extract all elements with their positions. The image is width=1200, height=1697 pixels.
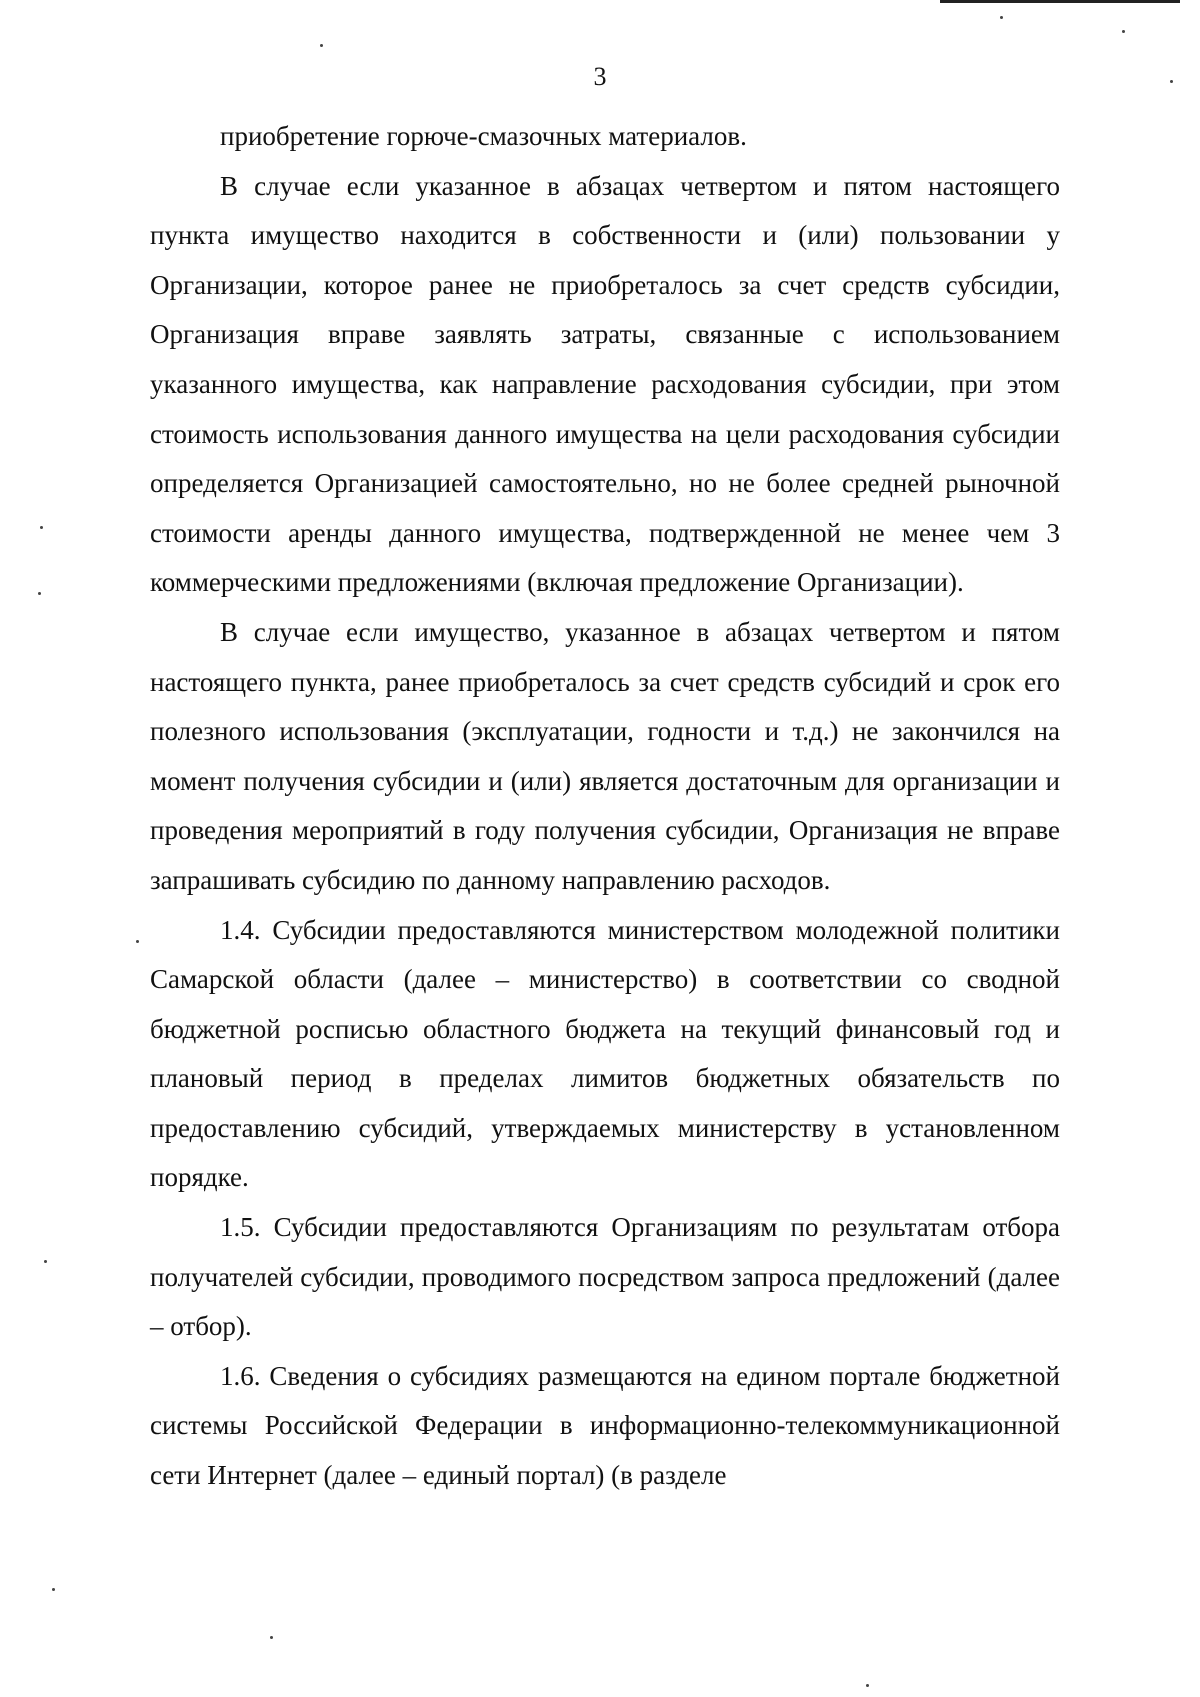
scan-speck <box>40 526 43 529</box>
paragraph-owned-property: В случае если указанное в абзацах четвертом и пятом настоящего пункта имущество находится в собственности и (или) пользовании у Организации, которое ранее не приобреталось за счет средств субсидии, Организация вправе заявлять затраты, связанные с использованием указанного имущества, как направление расходования субсидии, при этом стоимость использования данного имущества на цели расходования субсидии определяется Организацией самостоятельно, но не более средней рыночной стоимости аренды данного имущества, подтвержденной не менее чем 3 коммерческими предложениями (включая предложение Организации). <box>150 170 1060 598</box>
scan-speck <box>866 1684 869 1687</box>
scan-speck <box>1170 80 1173 83</box>
paragraph-1-6: 1.6. Сведения о субсидиях размещаются на едином портале бюджетной системы Российской Федерации в информационно-телекоммуникационной сети Интернет (далее – единый портал) (в разделе <box>150 1360 1060 1491</box>
paragraph-1-5: 1.5. Субсидии предоставляются Организациям по результатам отбора получателей субсидии, проводимого посредством запроса предложений (далее – отбор). <box>150 1212 1060 1342</box>
scan-speck <box>38 592 41 595</box>
scan-speck <box>136 940 139 943</box>
scan-speck <box>1000 16 1003 19</box>
page-number: 3 <box>593 62 607 91</box>
top-edge-rule <box>940 0 1180 3</box>
document-body <box>150 112 1060 1501</box>
scan-speck <box>270 1636 273 1639</box>
scan-speck <box>52 1588 55 1591</box>
scan-speck <box>1122 30 1125 33</box>
paragraph-previously-acquired-property: В случае если имущество, указанное в абзацах четвертом и пятом настоящего пункта, ранее приобреталось за счет средств субсидий и срок его полезного использования (эксплуатации, годности и т.д.) не закончился на момент получения субсидии и (или) является достаточным для организации и проведения мероприятий в году получения субсидии, Организация не вправе запрашивать субсидию по данному направлению расходов. <box>150 616 1060 895</box>
paragraph-1-4: 1.4. Субсидии предоставляются министерством молодежной политики Самарской области (далее – министерство) в соответствии со сводной бюджетной росписью областного бюджета на текущий финансовый год и плановый период в пределах лимитов бюджетных обязательств по предоставлению субсидий, утверждаемых министерству в установленном порядке. <box>150 914 1060 1193</box>
scan-speck <box>44 1260 47 1263</box>
paragraph-fuel-materials: приобретение горюче-смазочных материалов. <box>220 121 747 151</box>
scan-speck <box>320 44 323 47</box>
